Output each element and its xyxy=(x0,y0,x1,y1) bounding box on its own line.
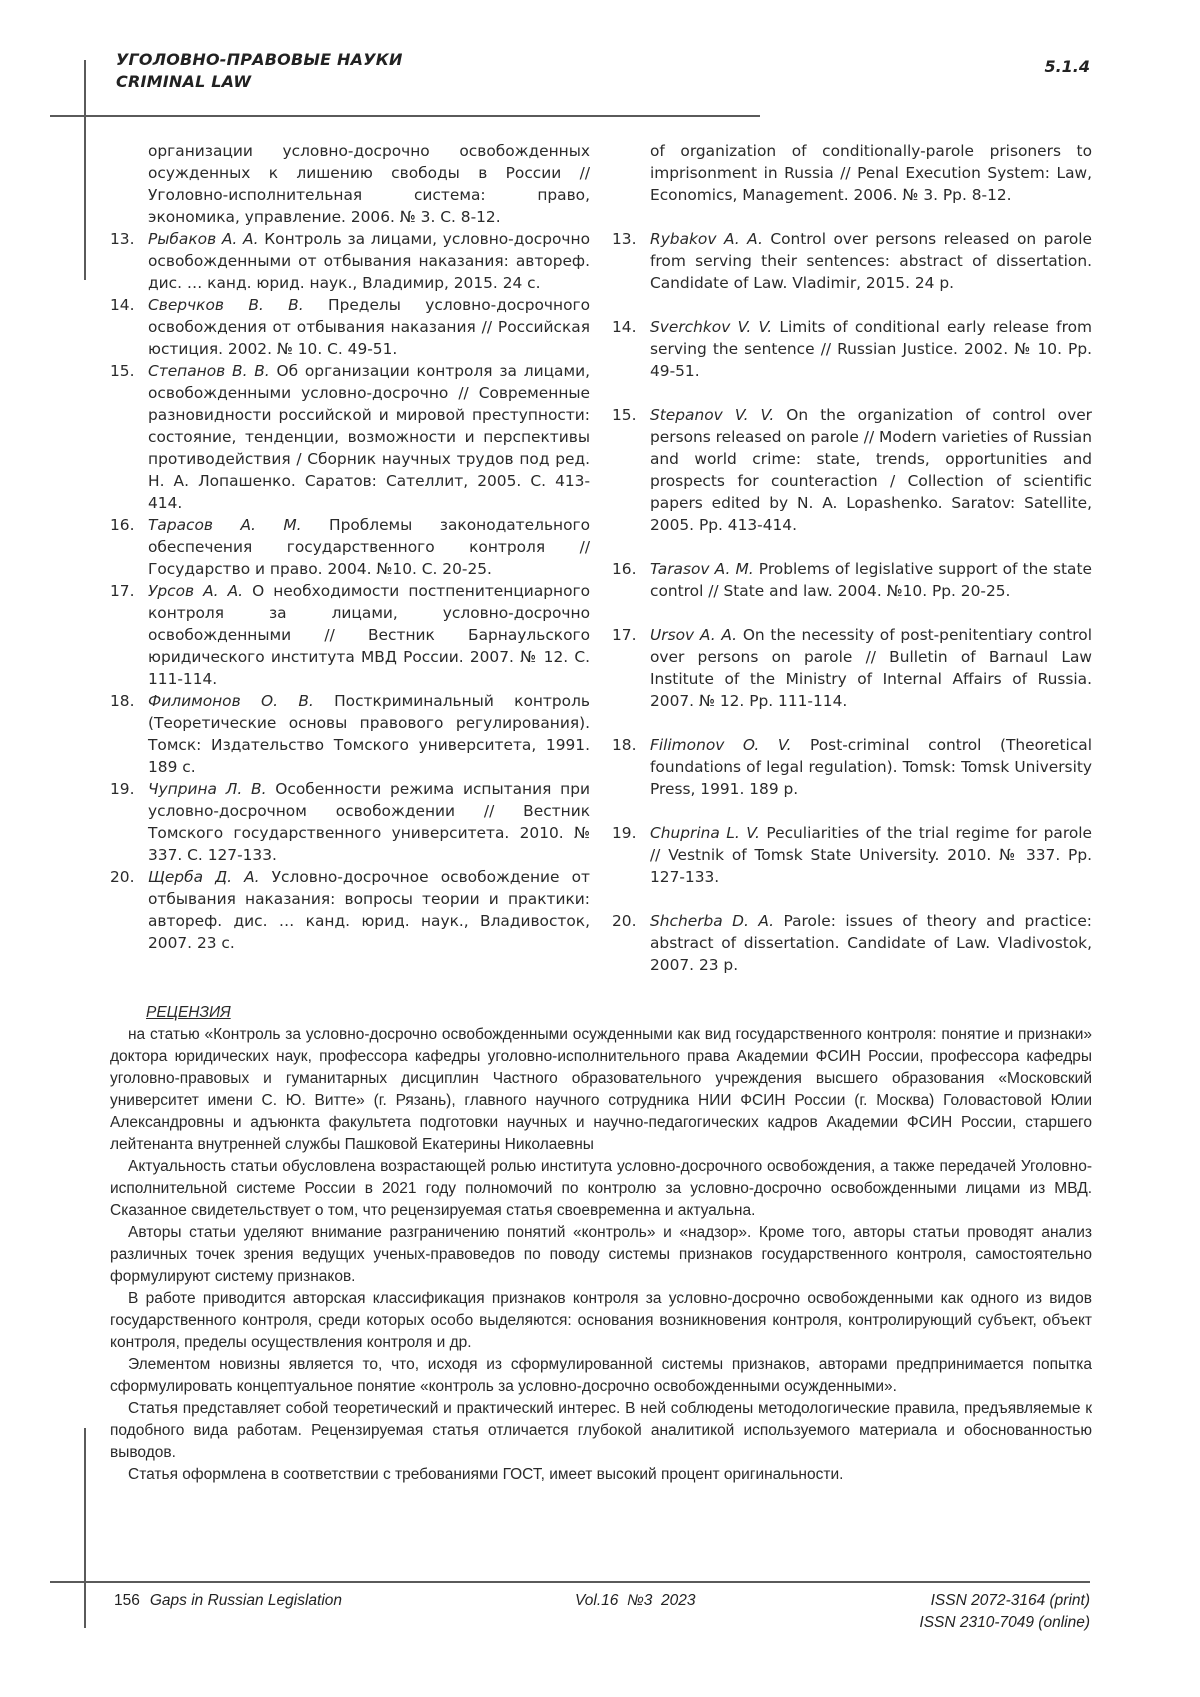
reference-text: Особенности режима испытания при условно-досрочном освобождении // Вестник Томского государственного университета. 2010. № 337. С. 127-133. xyxy=(148,780,590,864)
reference-text: Пределы условно-досрочного освобождения от отбывания наказания // Российская юстиция. 2002. № 10. С. 49-51. xyxy=(148,296,590,358)
reference-author: Stepanov V. V. xyxy=(650,406,775,424)
footer-journal xyxy=(114,1590,342,1612)
reference-author: Тарасов А. М. xyxy=(148,516,302,534)
reference-number: 15. xyxy=(110,362,135,380)
header-vertical-rule xyxy=(84,60,86,280)
references-en xyxy=(612,140,1092,976)
reference-text: of organization of conditionally-parole prisoners to imprisonment in Russia // Penal Execution System: Law, Economics, Management. 2006. № 3. Pp. 8-12. xyxy=(650,142,1092,204)
reference-author: Щерба Д. А. xyxy=(148,868,260,886)
issn-print: ISSN 2072-3164 (print) xyxy=(930,1592,1090,1609)
review-paragraph: Статья оформлена в соответствии с требованиями ГОСТ, имеет высокий процент оригинальности. xyxy=(128,1466,844,1483)
reference-author: Чуприна Л. В. xyxy=(148,780,267,798)
reference-text: Problems of legislative support of the state control // State and law. 2004. №10. Pp. 20-25. xyxy=(650,560,1092,600)
reference-number: 17. xyxy=(612,626,637,644)
reference-item xyxy=(612,140,1092,206)
reference-author: Chuprina L. V. xyxy=(650,824,760,842)
reference-author: Сверчков В. В. xyxy=(148,296,304,314)
review-title: РЕЦЕНЗИЯ xyxy=(146,1004,231,1021)
reference-text: Peculiarities of the trial regime for parole // Vestnik of Tomsk State University. 2010. № 337. Pp. 127-133. xyxy=(650,824,1092,886)
reference-item xyxy=(612,558,1092,602)
review-paragraph: Элементом новизны является то, что, исходя из сформулированной системы признаков, авторами предпринимается попытка сформулировать концептуальное понятие «контроль за условно-досрочно освобожденными осужденными». xyxy=(110,1356,1092,1395)
reference-item xyxy=(110,294,590,360)
journal-name: Gaps in Russian Legislation xyxy=(149,1592,343,1609)
reference-item xyxy=(110,514,590,580)
section-title-ru: УГОЛОВНО-ПРАВОВЫЕ НАУКИ xyxy=(116,50,403,69)
reference-number: 17. xyxy=(110,582,135,600)
reference-text: Условно-досрочное освобождение от отбывания наказания: вопросы теории и практики: автореф. дис. … канд. юрид. наук., Владивосток, 2007. 23 с. xyxy=(148,868,590,952)
reference-text: Control over persons released on parole from serving their sentences: abstract of dissertation. Candidate of Law. Vladimir, 2015. 24 p. xyxy=(650,230,1092,292)
reference-text: On the organization of control over persons released on parole // Modern varieties of Russian and world crime: state, trends, opportunities and prospects for counteraction / Collection of scientific papers edited by N. A. Lopashenko. Saratov: Satellite, 2005. Pp. 413-414. xyxy=(650,406,1092,534)
reference-number: 18. xyxy=(110,692,135,710)
reference-author: Sverchkov V. V. xyxy=(650,318,773,336)
reference-number: 16. xyxy=(612,560,637,578)
footer-issue: Vol.16 №3 2023 xyxy=(575,1592,696,1609)
page-number: 156 xyxy=(114,1592,140,1609)
reference-author: Shcherba D. A. xyxy=(650,912,775,930)
reference-item xyxy=(110,580,590,690)
reference-text: Проблемы законодательного обеспечения государственного контроля // Государство и право. 2004. №10. С. 20-25. xyxy=(148,516,590,578)
reference-item xyxy=(110,866,590,954)
reference-number: 13. xyxy=(612,230,637,248)
reference-author: Tarasov A. M. xyxy=(650,560,754,578)
reference-author: Ursov A. A. xyxy=(650,626,738,644)
reference-item xyxy=(612,910,1092,976)
reference-number: 13. xyxy=(110,230,135,248)
reference-author: Степанов В. В. xyxy=(148,362,270,380)
header-horizontal-rule xyxy=(50,115,760,117)
reference-author: Рыбаков А. А. xyxy=(148,230,259,248)
review-section xyxy=(110,1002,1092,1486)
reference-author: Filimonov O. V. xyxy=(650,736,792,754)
reference-author: Урсов А. А. xyxy=(148,582,244,600)
reference-number: 20. xyxy=(612,912,637,930)
reference-item xyxy=(612,822,1092,888)
reference-text: Post-criminal control (Theoretical foundations of legal regulation). Tomsk: Tomsk University Press, 1991. 189 p. xyxy=(650,736,1092,798)
reference-text: Контроль за лицами, условно-досрочно освобожденными от отбывания наказания: автореф. дис. … канд. юрид. наук., Владимир, 2015. 24 с. xyxy=(148,230,591,292)
reference-item xyxy=(110,690,590,778)
review-paragraph: Актуальность статьи обусловлена возрастающей ролью института условно-досрочного освобождения, а также передачей Уголовно-исполнительной системе России в 2021 году полномочий по контролю за условно-досрочно освобожденными лицами из МВД. Сказанное свидетельствует о том, что рецензируемая статья своевременна и актуальна. xyxy=(110,1158,1092,1219)
references-ru xyxy=(110,140,590,954)
reference-item xyxy=(612,734,1092,800)
reference-text: Parole: issues of theory and practice: abstract of dissertation. Candidate of Law. Vladivostok, 2007. 23 p. xyxy=(650,912,1092,974)
reference-author: Rybakov A. A. xyxy=(650,230,763,248)
review-paragraph: В работе приводится авторская классификация признаков контроля за условно-досрочно освобожденными как одного из видов государственного контроля, среди которых особо выделяются: основания возникновения контроля, контролирующий субъект, объект контроля, пределы осуществления контроля и др. xyxy=(110,1290,1092,1351)
reference-number: 15. xyxy=(612,406,637,424)
reference-item xyxy=(110,228,590,294)
review-paragraph: Авторы статьи уделяют внимание разграничению понятий «контроль» и «надзор». Кроме того, авторы статьи проводят анализ различных точек зрения ведущих ученых-правоведов по поводу системы признаков государственного контроля, самостоятельно формулируют систему признаков. xyxy=(110,1224,1092,1285)
running-header xyxy=(116,49,403,93)
footer-horizontal-rule xyxy=(50,1581,1090,1583)
reference-text: Limits of conditional early release from serving the sentence // Russian Justice. 2002. № 10. Pp. 49-51. xyxy=(650,318,1092,380)
reference-item xyxy=(612,316,1092,382)
reference-item xyxy=(110,778,590,866)
reference-item xyxy=(612,624,1092,712)
footer-vertical-rule xyxy=(84,1428,86,1628)
reference-item xyxy=(612,404,1092,536)
reference-number: 14. xyxy=(110,296,135,314)
review-paragraph: на статью «Контроль за условно-досрочно освобожденными осужденными как вид государственного контроля: понятие и признаки» доктора юридических наук, профессора кафедры уголовно-исполнительного права Академии ФСИН России, профессора кафедры уголовно-правовых и гуманитарных дисциплин Частного образовательного учреждения высшего образования «Московский университет имени С. Ю. Витте» (г. Рязань), главного научного сотрудника НИИ ФСИН России (г. Москва) Головастовой Юлии Александровны и адъюнкта факультета подготовки научных и научно-педагогических кадров Академии ФСИН России, старшего лейтенанта внутренней службы Пашковой Екатерины Николаевны xyxy=(110,1026,1092,1153)
reference-number: 19. xyxy=(110,780,135,798)
section-code: 5.1.4 xyxy=(1044,57,1090,76)
reference-item xyxy=(612,228,1092,294)
reference-number: 18. xyxy=(612,736,637,754)
reference-number: 16. xyxy=(110,516,135,534)
footer-issn xyxy=(919,1590,1090,1634)
reference-number: 19. xyxy=(612,824,637,842)
reference-number: 20. xyxy=(110,868,135,886)
reference-text: Посткриминальный контроль (Теоретические основы правового регулирования). Томск: Издательство Томского университета, 1991. 189 с. xyxy=(148,692,590,776)
reference-author: Филимонов О. В. xyxy=(148,692,314,710)
review-paragraph: Статья представляет собой теоретический и практический интерес. В ней соблюдены методологические правила, предъявляемые к подобного вида работам. Рецензируемая статья отличается глубокой аналитикой используемого материала и обоснованностью выводов. xyxy=(110,1400,1092,1461)
reference-text: Об организации контроля за лицами, освобожденными условно-досрочно // Современные разновидности российской и мировой преступности: состояние, тенденции, возможности и перспективы противодействия / Сборник научных трудов под ред. Н. А. Лопашенко. Саратов: Сателлит, 2005. С. 413-414. xyxy=(148,362,590,512)
reference-number: 14. xyxy=(612,318,637,336)
reference-item xyxy=(110,360,590,514)
reference-text: О необходимости постпенитенциарного контроля за лицами, условно-досрочно освобожденными // Вестник Барнаульского юридического института МВД России. 2007. № 12. С. 111-114. xyxy=(148,582,590,688)
reference-text: организации условно-досрочно освобожденных осужденных к лишению свободы в России // Уголовно-исполнительная система: право, экономика, управление. 2006. № 3. С. 8-12. xyxy=(148,142,590,226)
reference-text: On the necessity of post-penitentiary control over persons on parole // Bulletin of Barnaul Law Institute of the Ministry of Internal Affairs of Russia. 2007. № 12. Pp. 111-114. xyxy=(650,626,1092,710)
reference-item xyxy=(110,140,590,228)
section-title-en: CRIMINAL LAW xyxy=(116,72,252,91)
issn-online: ISSN 2310-7049 (online) xyxy=(919,1614,1090,1631)
